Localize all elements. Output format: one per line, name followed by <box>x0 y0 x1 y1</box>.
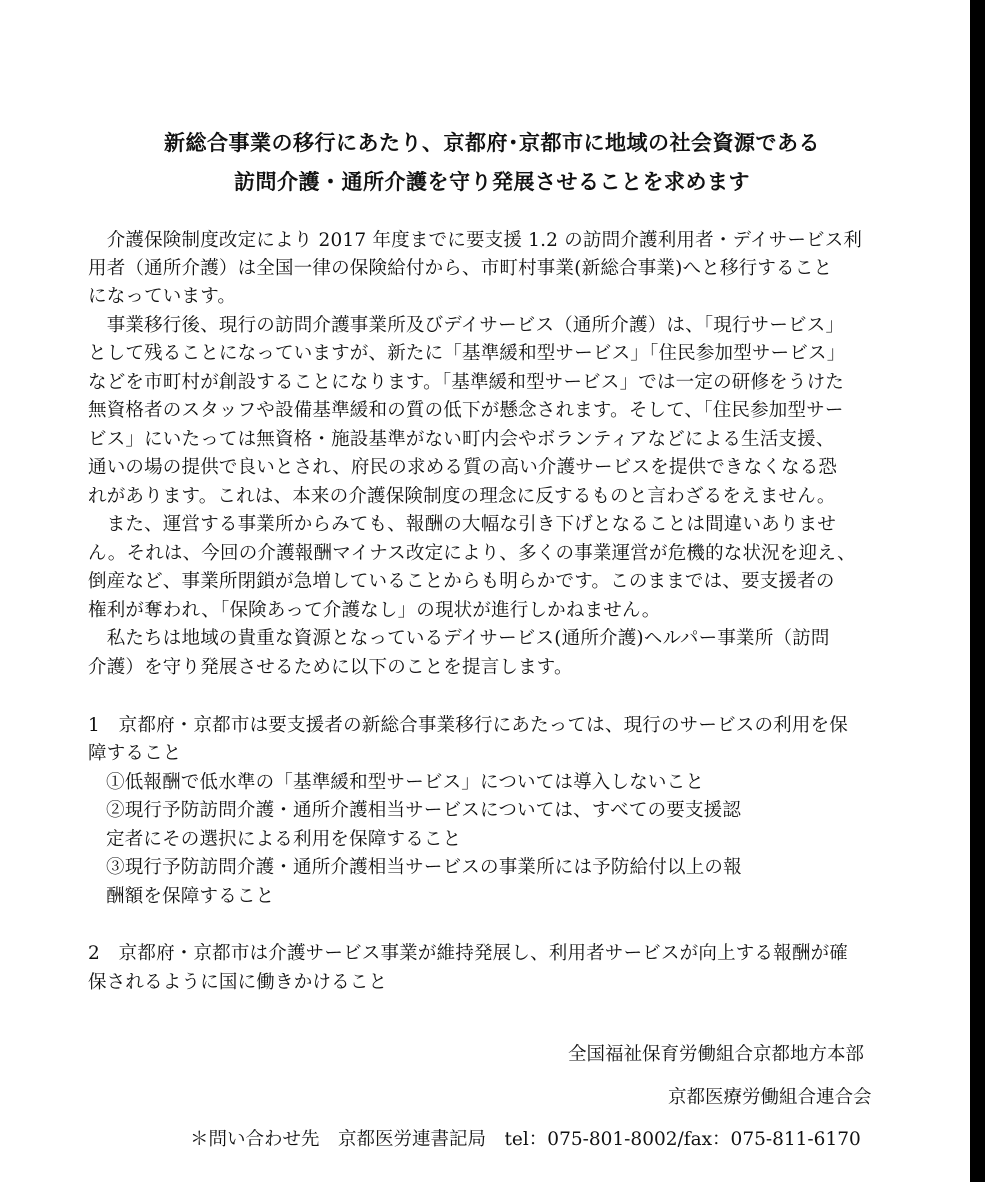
demand-subitem-3: ③現行予防訪問介護・通所介護相当サービスの事業所には予防給付以上の報 <box>106 857 742 878</box>
body-paragraph-line: になっています。 <box>88 286 237 307</box>
document-title-line-2: 訪問介護・通所介護を守り発展させることを求めます <box>234 170 750 194</box>
body-paragraph-line: 倒産など、事業所閉鎖が急増していることからも明らかです。このままでは、要支援者の <box>88 571 835 592</box>
demand-item-2-cont: 保されるように国に働きかけること <box>88 972 388 993</box>
right-edge-bar <box>970 0 985 1182</box>
demand-subitem-1: ①低報酬で低水準の「基準緩和型サービス」については導入しないこと <box>106 772 705 793</box>
contact-info: ＊問い合わせ先 京都医労連書記局 tel：075-801-8002/fax：075-811-6170 <box>190 1129 861 1150</box>
body-paragraph-line: ん。それは、今回の介護報酬マイナス改定により、多くの事業運営が危機的な状況を迎え、 <box>88 543 856 564</box>
demand-subitem-2: ②現行予防訪問介護・通所介護相当サービスについては、すべての要支援認 <box>106 800 742 821</box>
body-paragraph-line: 介護）を守り発展させるために以下のことを提言します。 <box>88 657 573 678</box>
body-paragraph-line: 権利が奪われ、「保険あって介護なし」の現状が進行しかねません。 <box>88 600 661 621</box>
demand-item-2: 2 京都府・京都市は介護サービス事業が維持発展し、利用者サービスが向上する報酬が確 <box>88 943 848 964</box>
signature-organization-2: 京都医療労働組合連合会 <box>668 1087 872 1108</box>
body-paragraph-line: 無資格者のスタッフや設備基準緩和の質の低下が懸念されます。そして、「住民参加型サー <box>88 400 844 421</box>
signature-organization-1: 全国福祉保育労働組合京都地方本部 <box>568 1044 865 1065</box>
body-paragraph-line: 用者（通所介護）は全国一律の保険給付から、市町村事業(新総合事業)へと移行すること <box>88 258 833 279</box>
body-paragraph-line: 私たちは地域の貴重な資源となっているデイサービス(通所介護)ヘルパー事業所（訪問 <box>88 628 830 649</box>
body-paragraph-line: 事業移行後、現行の訪問介護事業所及びデイサービス（通所介護）は、「現行サービス」 <box>88 315 845 336</box>
document-title-line-1: 新総合事業の移行にあたり、京都府･京都市に地域の社会資源である <box>164 131 820 155</box>
demand-subitem-3-cont: 酬額を保障すること <box>106 886 275 907</box>
demand-subitem-2-cont: 定者にその選択による利用を保障すること <box>106 829 462 850</box>
body-paragraph-line: また、運営する事業所からみても、報酬の大幅な引き下げとなることは間違いありませ <box>88 514 837 535</box>
body-paragraph-line: 通いの場の提供で良いとされ、府民の求める質の高い介護サービスを提供できなくなる恐 <box>88 457 838 478</box>
demand-item-1: 1 京都府・京都市は要支援者の新総合事業移行にあたっては、現行のサービスの利用を保 <box>88 715 848 736</box>
body-paragraph-line: などを市町村が創設することになります。「基準緩和型サービス」では一定の研修をうけた <box>88 372 844 393</box>
body-paragraph-line: 介護保険制度改定により 2017 年度までに要支援 1.2 の訪問介護利用者・デイサービス利 <box>88 230 863 251</box>
demand-item-1-cont: 障すること <box>88 743 182 764</box>
body-paragraph-line: れがあります。これは、本来の介護保険制度の理念に反するものと言わざるをえません。 <box>88 486 836 507</box>
body-paragraph-line: ビス」にいたっては無資格・施設基準がない町内会やボランティアなどによる生活支援、 <box>88 429 835 450</box>
body-paragraph-line: として残ることになっていますが、新たに「基準緩和型サービス」「住民参加型サービス」 <box>88 343 846 364</box>
